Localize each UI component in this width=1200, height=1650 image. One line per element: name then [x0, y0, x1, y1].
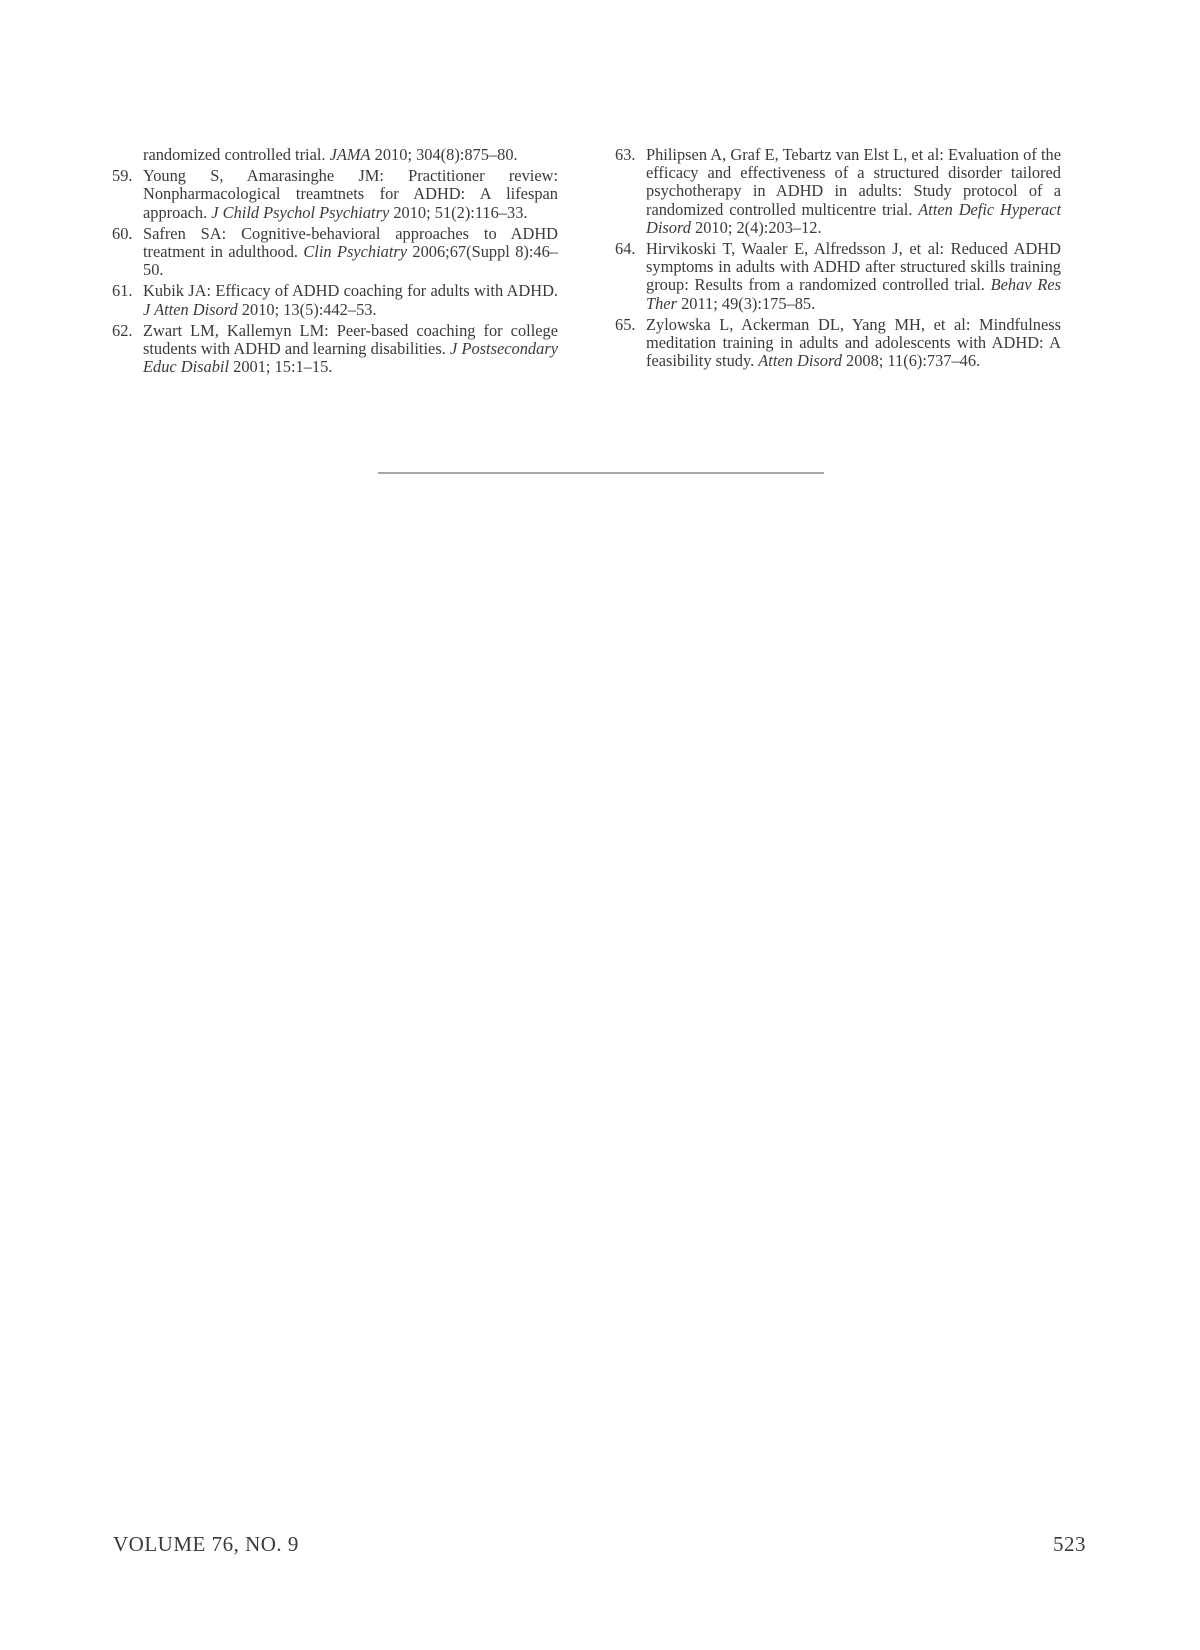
reference-text: [646, 146, 1061, 237]
reference-text: [143, 146, 558, 164]
journal-title: Behav Res Ther: [646, 275, 1061, 313]
reference-text: [646, 316, 1061, 371]
journal-title: Atten Disord: [758, 351, 842, 371]
reference-list-right: [615, 146, 1061, 370]
reference-continuation: [112, 146, 558, 164]
reference-item: [112, 167, 558, 222]
citation-text: Zwart LM, Kallemyn LM: Peer-based coaching for college students with ADHD and learning disabilities.: [143, 320, 558, 359]
citation-text: 2008; 11(6):737–46.: [841, 351, 981, 371]
reference-text: [646, 240, 1061, 313]
journal-title: Clin Psychiatry: [303, 242, 408, 262]
citation-text: Hirvikoski T, Waaler E, Alfredsson J, et al: Reduced ADHD symptoms in adults with ADHD after structured skills training group: Results from a randomized controlled trial.: [646, 239, 1061, 295]
reference-number: 62.: [112, 320, 133, 340]
reference-text: [143, 167, 558, 222]
reference-number: 60.: [112, 223, 133, 243]
citation-text: 2006;67(Suppl 8):46–50.: [143, 242, 558, 280]
reference-item: [112, 322, 558, 377]
journal-title: J Postsecondary Educ Disabil: [143, 339, 558, 377]
journal-title: Atten Defic Hyperact Disord: [646, 199, 1062, 237]
citation-text: Safren SA: Cognitive-behavioral approaches to ADHD treatment in adulthood.: [143, 223, 558, 262]
right-reference-column: [615, 146, 1061, 373]
reference-text: [143, 225, 558, 280]
reference-number: 59.: [112, 166, 133, 186]
citation-text: Young S, Amarasinghe JM: Practitioner review: Nonpharmacological treamtnets for ADHD: A lifespan approach.: [143, 166, 558, 222]
citation-text: Philipsen A, Graf E, Tebartz van Elst L, et al: Evaluation of the efficacy and effectiveness of a structured disorder tailored psychotherapy in ADHD in adults: Study protocol of a randomized controlled multicentre trial.: [646, 145, 1061, 219]
citation-text: Kubik JA: Efficacy of ADHD coaching for adults with ADHD.: [143, 281, 558, 301]
reference-item: [112, 282, 558, 318]
section-divider: [378, 472, 824, 474]
reference-number: 63.: [615, 145, 636, 164]
journal-title: J Atten Disord: [143, 299, 238, 319]
left-reference-column: [112, 146, 558, 379]
citation-text: 2011; 49(3):175–85.: [676, 293, 816, 313]
reference-item: [112, 225, 558, 280]
citation-text: 2001; 15:1–15.: [229, 357, 333, 377]
reference-text: [143, 282, 558, 318]
citation-text: 2010; 51(2):116–33.: [389, 202, 528, 222]
citation-text: Zylowska L, Ackerman DL, Yang MH, et al: Mindfulness meditation training in adults and adolescents with ADHD: A feasibility study.: [646, 314, 1061, 371]
citation-text: 2010; 304(8):875–80.: [370, 145, 518, 164]
reference-item: [615, 316, 1061, 371]
citation-text: 2010; 13(5):442–53.: [237, 299, 377, 319]
page-number: 523: [1053, 1532, 1086, 1556]
reference-item: [615, 240, 1061, 313]
reference-number: 65.: [615, 314, 636, 334]
volume-footer: VOLUME 76, NO. 9: [113, 1532, 299, 1556]
reference-text: [143, 322, 558, 377]
journal-title: J Child Psychol Psychiatry: [211, 202, 390, 222]
journal-title: JAMA: [329, 145, 371, 164]
reference-item: [615, 146, 1061, 237]
reference-number: 61.: [112, 281, 133, 301]
reference-number: 64.: [615, 239, 636, 259]
citation-text: randomized controlled trial.: [143, 145, 330, 164]
citation-text: 2010; 2(4):203–12.: [690, 217, 822, 237]
reference-list-left: [112, 167, 558, 376]
